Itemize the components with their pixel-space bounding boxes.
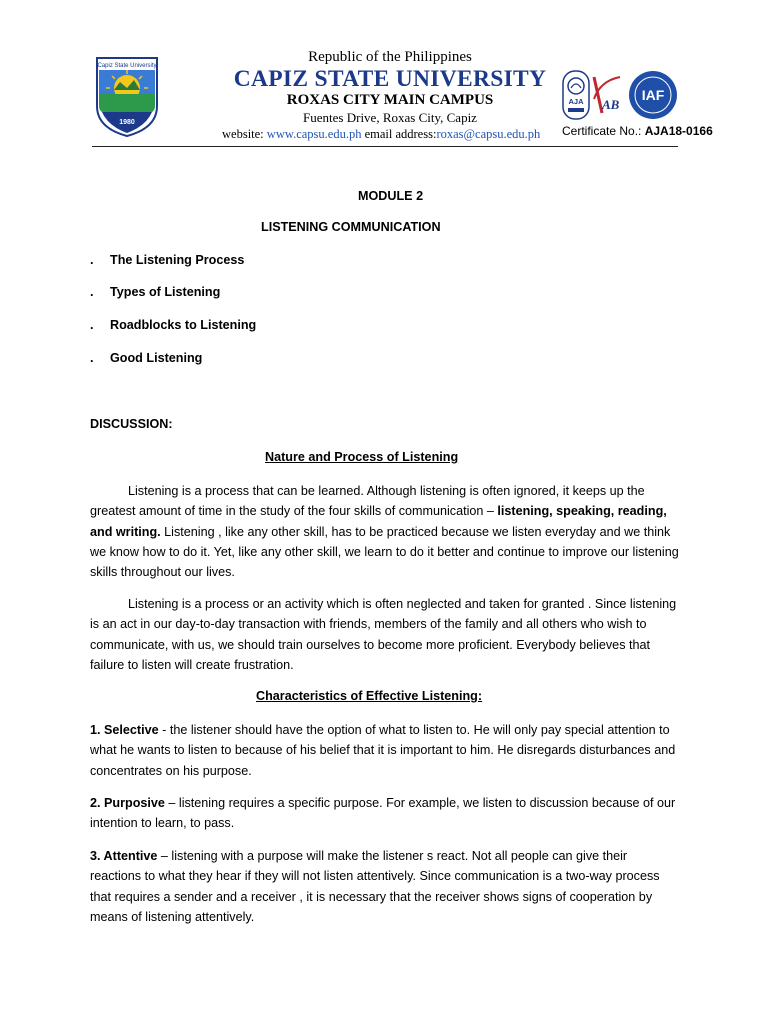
- section-heading: Nature and Process of Listening: [265, 450, 459, 464]
- campus-name: ROXAS CITY MAIN CAMPUS: [286, 92, 494, 108]
- campus-address: Fuentes Drive, Roxas City, Capiz: [303, 110, 477, 125]
- characteristic-item: 1. Selective - the listener should have the option of what to listen to. He will only pay special attention to what he wants to listen to because of his belief that it is important to him. He disregards disturbances and concentrates on his purpose.: [90, 723, 676, 778]
- iaf-logo: [628, 70, 678, 120]
- characteristic-item: 2. Purposive – listening requires a specific purpose. For example, we listen to discussion because of our intention to learn, to pass.: [90, 796, 676, 831]
- university-seal-logo: [94, 54, 160, 138]
- topic-item: Good Listening: [110, 351, 203, 365]
- svg-text:IAF: IAF: [641, 87, 665, 103]
- paragraph: Listening is a process that can be learned. Although listening is often ignored, it keeps up the greatest amount of time in the study of the four skills of communication – listening, speaking, reading, and writing. Listening , like any other skill, has to be practiced because we listen everyday and we think we know how to do it. Yet, like any other skill, we learn to do it better and continue to improve our listening skills throughout our lives.: [90, 484, 679, 580]
- email-label: email address:: [361, 127, 437, 141]
- svg-text:AB: AB: [602, 97, 620, 112]
- discussion-label: DISCUSSION:: [90, 417, 173, 431]
- header-divider: [92, 146, 678, 147]
- letterhead: [0, 0, 768, 150]
- module-title: MODULE 2: [358, 189, 424, 203]
- certificate-number: Certificate No.: AJA18-0166: [562, 124, 713, 138]
- letterhead-text: [205, 48, 575, 126]
- paragraph: Listening is a process or an activity which is often neglected and taken for granted . Since listening is an act in our day-to-day transaction with friends, members of the family and all others who wish to communicate, with us, we should train ourselves to become more proficient. Everybody believes that failure to listen will create frustration.: [90, 597, 677, 672]
- svg-text:1980: 1980: [119, 119, 135, 126]
- uab-accreditation-logo: [590, 73, 624, 121]
- module-subtitle: LISTENING COMMUNICATION: [261, 220, 441, 234]
- website-link[interactable]: www.capsu.edu.ph: [266, 127, 362, 141]
- topic-item: The Listening Process: [110, 253, 245, 267]
- topic-item: Roadblocks to Listening: [110, 318, 257, 332]
- characteristic-term: 2. Purposive: [90, 796, 165, 810]
- bullet-dot: .: [90, 318, 94, 332]
- svg-text:AJA: AJA: [568, 97, 584, 106]
- republic-line: Republic of the Philippines: [308, 49, 472, 65]
- website-label: website:: [222, 127, 267, 141]
- svg-text:Capiz State University: Capiz State University: [97, 63, 157, 69]
- characteristic-term: 3. Attentive: [90, 849, 158, 863]
- bullet-dot: .: [90, 285, 94, 299]
- bullet-dot: .: [90, 253, 94, 267]
- section-heading: Characteristics of Effective Listening:: [256, 689, 483, 703]
- email-link[interactable]: roxas@capsu.edu.ph: [436, 127, 541, 141]
- bullet-dot: .: [90, 351, 94, 365]
- aja-certification-logo: [562, 70, 590, 120]
- characteristic-item: 3. Attentive – listening with a purpose will make the listener s react. Not all people can give their reactions to what they hear if they will not listen attentively. Since communication is a two-way process that requires a sender and a receiver , it is necessary that the receiver shows signs of cooperation by means of listening attentively.: [90, 849, 660, 924]
- characteristic-term: 1. Selective: [90, 723, 159, 737]
- topic-item: Types of Listening: [110, 285, 221, 299]
- university-name: CAPIZ STATE UNIVERSITY: [233, 66, 547, 92]
- contact-line: [222, 127, 540, 142]
